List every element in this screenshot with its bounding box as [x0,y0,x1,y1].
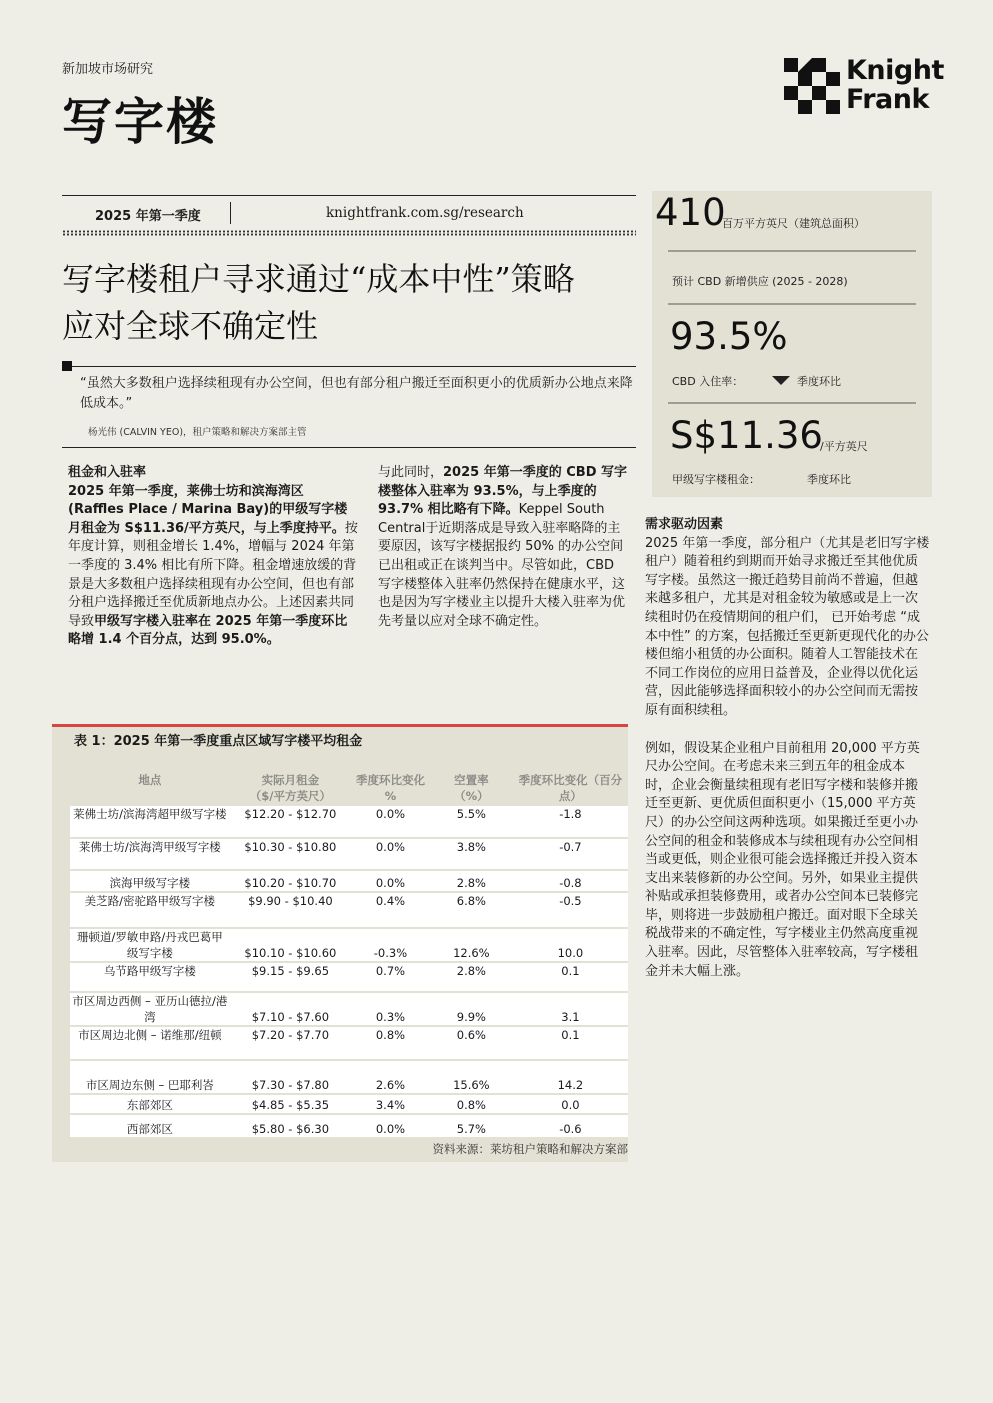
cell-location: 西部郊区 [70,1114,230,1138]
cell-vacancy: 12.6% [430,928,513,962]
cell-location: 莱佛士坊/滨海湾超甲级写字楼 [70,806,230,838]
cell-qoq: 0.0% [351,1114,430,1138]
occupancy-change: 季度环比 [797,375,841,388]
section-heading: 租金和入驻率 [68,465,147,480]
cell-rent: $10.10 - $10.60 [230,928,351,962]
col-header-rent-label: 实际月租金 [261,773,320,787]
table-header-row [70,770,628,806]
pull-quote: “虽然大多数租户选择续租现有办公空间，但也有部分租户搬迁至面积更小的优质新办公地点来降低成本。” [80,376,633,411]
cell-rent: $7.30 - $7.80 [230,1060,351,1094]
cell-vacancy: 2.8% [430,870,513,892]
cell-qoq: 0.0% [351,806,430,838]
col-header-vacancy-label: 空置率 [454,773,489,787]
col-header-qoq: 季度环比变化 % [355,773,425,803]
cell-vacancy: 5.5% [430,806,513,838]
cell-vacancy-change: -0.8 [513,870,628,892]
demand-para-1: 2025 年第一季度，部分租户（尤其是老旧写字楼租户）随着租约到期而开始寻求搬迁至其他优质写字楼。虽然这一搬迁趋势目前尚不普遍，但越来越多租户，尤其是对租金较为敏感或是上一次续租时仍在疫情期间的租户们， 已开始考虑 “成本中性” 的方案，包括搬迁至更新更现代化的办公楼但缩小租赁的办公面积。随着人工智能技术在不同工作岗位的应用日益普及，企业得以优化运营，因此能够选择面积较小的办公空间而无需按原有面积续租。 [645,535,930,718]
table-row [70,928,628,962]
cell-vacancy-change: -0.7 [513,838,628,870]
supply-label: 预计 CBD 新增供应 (2025 - 2028) [672,275,848,288]
stats-divider [668,303,916,305]
occupancy-label: CBD 入住率： [672,375,744,388]
col-header-rent [230,770,351,806]
cell-location: 美芝路/密驼路甲级写字楼 [70,892,230,928]
headline-line1: 写字楼租户寻求通过“成本中性”策略 [62,260,575,298]
table-row [70,992,628,1026]
occupancy-highlight: 甲级写字楼入驻率在 2025 年第一季度环比略增 1.4 个百分点，达到 95.0%。 [68,613,348,648]
cell-rent: $10.20 - $10.70 [230,870,351,892]
col-header-rent-unit: （$/平方英尺） [249,789,331,803]
cell-vacancy: 3.8% [430,838,513,870]
cell-location: 东部郊区 [70,1094,230,1114]
cell-location: 市区周边北侧 – 诺维那/纽顿 [70,1026,230,1060]
cell-vacancy-change: 0.1 [513,962,628,992]
cell-vacancy: 15.6% [430,1060,513,1094]
cell-location: 乌节路甲级写字楼 [70,962,230,992]
cell-vacancy: 6.8% [430,892,513,928]
logo-line1: Knight [846,55,944,86]
cell-location: 滨海甲级写字楼 [70,870,230,892]
cbd-highlight: 2025 年第一季度的 CBD 写字楼整体入驻率为 93.5%，与上季度的 93.7% 相比略有下降。 [378,465,628,518]
cell-rent: $5.80 - $6.30 [230,1114,351,1138]
table-row [70,1060,628,1094]
supply-unit: 百万平方英尺（建筑总面积） [722,217,865,230]
table-row [70,1026,628,1060]
cell-vacancy-change: 0.1 [513,1026,628,1060]
cell-vacancy-change: -0.6 [513,1114,628,1138]
col-header-vacancy-unit: （%） [454,789,489,803]
cell-vacancy-change: 14.2 [513,1060,628,1094]
cell-location: 市区周边东侧 – 巴耶利峇 [70,1060,230,1094]
cell-vacancy: 0.8% [430,1094,513,1114]
logo-wordmark [846,56,944,114]
cell-location: 莱佛士坊/滨海湾甲级写字楼 [70,838,230,870]
cell-rent: $9.90 - $10.40 [230,892,351,928]
rent-change: 季度环比 [807,473,851,486]
rent-body: 按年度计算，则租金增长 1.4%，增幅与 2024 年第一季度的 3.4% 相比有所下降。租金增速放缓的背景是大多数租户选择续租现有办公空间，但也有部分租户选择搬迁至优质新地点办公。上述因素共同导致 [68,520,358,629]
cell-qoq: 3.4% [351,1094,430,1114]
knight-frank-logo [784,55,944,116]
dotted-rule [62,230,636,236]
rent-occupancy-section [68,464,358,650]
table-source: 资料来源：莱坊租户策略和解决方案部 [432,1142,628,1156]
logo-mark-icon [784,58,840,114]
quote-author: 杨光伟 (CALVIN YEO)，租户策略和解决方案部主管 [88,427,307,438]
cell-vacancy: 0.6% [430,1026,513,1060]
table-row [70,1114,628,1138]
cell-qoq: 0.3% [351,992,430,1026]
headline-line2: 应对全球不确定性 [62,307,319,345]
cell-qoq: 0.4% [351,892,430,928]
cell-vacancy-change: 0.0 [513,1094,628,1114]
stats-divider [668,402,916,404]
cbd-body: Keppel South Central于近期落成是导致入驻率略降的主要原因，该写字楼据报约 50% 的办公空间已出租或正在谈判当中。尽管如此，CBD 写字楼整体入驻率仍然保持在健康水平，这也是因为写字楼业主以提升大楼入驻率为优先考量以应对全球不确定性。 [378,502,626,629]
quote-top-rule [62,366,636,367]
research-url[interactable]: knightfrank.com.sg/research [326,205,524,221]
cell-rent: $9.15 - $9.65 [230,962,351,992]
cell-vacancy: 5.7% [430,1114,513,1138]
cell-qoq: 0.0% [351,870,430,892]
col-header-location: 地点 [138,773,162,787]
demand-para-2: 例如，假设某企业租户目前租用 20,000 平方英尺办公空间。在考虑未来三到五年的租金成本时，企业会衡量续租现有老旧写字楼和装修并搬迁至更新、更优质但面积更小（15,000 平方英尺）的办公空间这两种选项。如果搬迁至更小办公空间的租金和装修成本与续租现有办公空间相当或更低，则企业很可能会选择搬迁并投入资本支出来装修新的办公空间。另外，如果业主提供补贴或承担装修费用，或者办公空间本已装修完毕，则将进一步鼓励租户搬迁。面对眼下全球关税战带来的不确定性，写字楼业主仍然高度重视入驻率。因此，尽管整体入驻率较高，写字楼租金并未大幅上涨。 [645,740,920,979]
top-rule [62,195,636,196]
down-arrow-icon [772,376,790,385]
quote-bottom-rule [62,447,636,448]
report-title: 写字楼 [62,92,218,151]
cell-vacancy-change: -1.8 [513,806,628,838]
cell-vacancy: 2.8% [430,962,513,992]
cell-location: 市区周边西侧 – 亚历山德拉/港湾 [70,992,230,1026]
rent-highlight: 2025 年第一季度，莱佛士坊和滨海湾区 (Raffles Place / Marina Bay)的甲级写字楼月租金为 S$11.36/平方英尺，与上季度持平。 [68,483,348,536]
cell-rent: $7.10 - $7.60 [230,992,351,1026]
cell-location: 珊顿道/罗敏申路/丹戎巴葛甲级写字楼 [70,928,230,962]
cell-vacancy: 9.9% [430,992,513,1026]
report-quarter: 2025 年第一季度 [95,209,201,224]
table-row [70,870,628,892]
col-header-vacancy [430,770,513,806]
cell-rent: $4.85 - $5.35 [230,1094,351,1114]
table-row [70,1094,628,1114]
table-row [70,838,628,870]
report-kicker: 新加坡市场研究 [62,62,154,77]
header-divider [230,202,231,224]
supply-value: 410 [655,191,726,234]
table-accent-bar [52,724,628,727]
cbd-intro: 与此同时， [378,465,444,480]
key-stats-panel [652,191,932,497]
demand-drivers-section [645,516,930,981]
cell-rent: $12.20 - $12.70 [230,806,351,838]
stats-divider [668,250,916,252]
rent-table [70,770,628,1139]
logo-line2: Frank [846,84,929,115]
cell-vacancy-change: 10.0 [513,928,628,962]
cell-rent: $7.20 - $7.70 [230,1026,351,1060]
cell-qoq: -0.3% [351,928,430,962]
cell-qoq: 0.7% [351,962,430,992]
table-row [70,892,628,928]
rent-value: S$11.36 [670,414,823,457]
table-title: 表 1：2025 年第一季度重点区域写字楼平均租金 [74,734,363,749]
headline [62,256,642,350]
occupancy-value: 93.5% [670,315,788,358]
section-heading: 需求驱动因素 [645,517,724,532]
table-row [70,806,628,838]
quote-marker-icon [62,361,72,371]
cell-qoq: 0.0% [351,838,430,870]
cell-qoq: 2.6% [351,1060,430,1094]
rent-unit: /平方英尺 [820,440,868,453]
table-row [70,962,628,992]
cell-rent: $10.30 - $10.80 [230,838,351,870]
rent-label: 甲级写字楼租金： [672,473,760,486]
cell-vacancy-change: 3.1 [513,992,628,1026]
cbd-occupancy-section [378,464,630,631]
cell-vacancy-change: -0.5 [513,892,628,928]
col-header-vacancy-change: 季度环比变化（百分点） [518,773,623,803]
cell-qoq: 0.8% [351,1026,430,1060]
